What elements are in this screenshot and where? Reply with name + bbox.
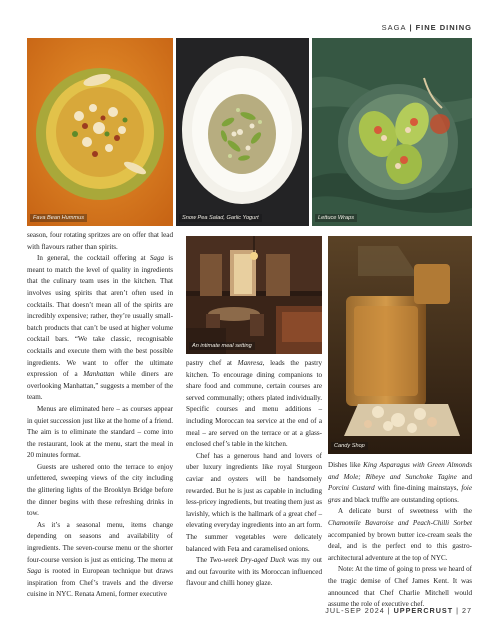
col2-paragraph-1: pastry chef at Manresa, leads the pastry kitchen. To encourage dining companions to share food and commune, certain courses are served communally; others plated individually. Specific courses and menu additions – including Moroccan tea service at the end of a meal – are served on the terrace or at a glass-enclosed chef’s table in the kitchen. xyxy=(186,359,322,449)
footer-separator: | xyxy=(387,606,391,615)
col2-paragraph-2: Chef has a generous hand and lovers of uber luxury ingredients like royal Sturgeon caviar and oysters will be handsomely rewarded. But he is just as capable in including less-pricey ingredients, but treating them just as lavishly, which is the hallmark of a great chef – elevating everyday ingredients into an art form. The summer vegetables were delicately balanced with Feta and caramelised onions. xyxy=(186,451,322,553)
header-separator: | xyxy=(409,23,413,32)
page-number: 27 xyxy=(462,606,472,615)
col3-paragraph-1: Dishes like King Asparagus with Green Almonds and Mole; Ribeye and Sunchoke Tagine and Porcini Custard with fine-dining mainstays, foie gras and black truffle are outstanding options. xyxy=(328,461,473,504)
photo-lettuce-wraps xyxy=(312,38,472,226)
footer-separator-2: | xyxy=(456,606,459,615)
section-name: SAGA xyxy=(381,23,407,32)
photo-fava-bean-hummus xyxy=(27,38,173,226)
issue-date: JUL-SEP 2024 xyxy=(325,606,385,615)
magazine-name: UPPERCRUST xyxy=(393,606,454,615)
lettuce-wraps-illustration xyxy=(312,38,472,226)
col3-paragraph-2: A delicate burst of sweetness with the Chamomile Bavaroise and Peach-Chilli Sorbet accompanied by brown butter ice-cream seals the deal, and is the perfect end to this gastro-architectural adventure at the top of NYC. xyxy=(328,507,472,562)
photo-intimate-meal-setting xyxy=(186,236,322,354)
body-column-1 xyxy=(27,230,173,601)
body-column-2 xyxy=(186,358,322,590)
category-name: FINE DINING xyxy=(415,23,472,32)
caption-lettuce-wraps: Lettuce Wraps xyxy=(315,214,357,222)
photo-snow-pea-salad xyxy=(176,38,309,226)
running-footer xyxy=(325,606,472,615)
hummus-illustration xyxy=(27,38,173,226)
col2-paragraph-3: The Two-week Dry-aged Duck was my out and out favourite with its Moroccan influenced flavour and chilli honey glaze. xyxy=(186,556,323,588)
col1-paragraph-2: In general, the cocktail offering at Saga is meant to match the level of quality in ingredients that the culinary team uses in the kitchen. That involves using spirits that aren’t often used in cocktails. That doesn’t mean all of the spirits are incredibly expensive; rather, they’re usually small-batch products that can’t be used at higher volume cocktail bars. “We take classic, recognisable cocktails and execute them with the best possible ingredients. We want to offer the ultimate expression of a Manhattan while diners are overlooking Manhattan,” suggests a member of the team. xyxy=(27,254,174,402)
col1-paragraph-3: Menus are eliminated here – as courses appear in quiet succession just like at the home of a friend. The aim is to eliminate the standard – come into the restaurant, look at the menu, start the meal in 20 minutes format. xyxy=(27,404,173,460)
caption-candy-shop: Candy Shop xyxy=(331,442,368,450)
caption-hummus: Fava Bean Hummus xyxy=(30,214,87,222)
running-header xyxy=(382,23,472,32)
candy-shop-illustration xyxy=(328,236,472,454)
col1-paragraph-1: season, four rotating spritzes are on offer that lead with flavours rather than spirits. xyxy=(27,231,173,251)
col3-paragraph-3: Note: At the time of going to press we heard of the tragic demise of Chef James Kent. It was announced that Chef Charlie Mitchell would assume the role of executive chef. xyxy=(328,565,472,609)
photo-candy-shop xyxy=(328,236,472,454)
caption-salad: Snow Pea Salad, Garlic Yogurt xyxy=(179,214,262,222)
col1-paragraph-5: As it’s a seasonal menu, items change depending on seasons and availability of ingredients. The seven-course menu or the shorter four-course version is just as enticing. The menu at Saga is rooted in European technique but draws inspiration from Chef’s travels and the diverse cuisine in NYC. Renata Ameni, former executive xyxy=(27,520,173,599)
body-column-3 xyxy=(328,460,472,611)
interior-illustration xyxy=(186,236,322,354)
caption-intimate-meal: An intimate meal setting xyxy=(189,342,255,350)
col1-paragraph-4: Guests are ushered onto the terrace to enjoy unfettered, sweeping views of the city including the glittering lights of the Brooklyn Bridge before the dinner begins with these refreshing drinks in tow. xyxy=(27,462,173,518)
salad-illustration xyxy=(176,38,309,226)
